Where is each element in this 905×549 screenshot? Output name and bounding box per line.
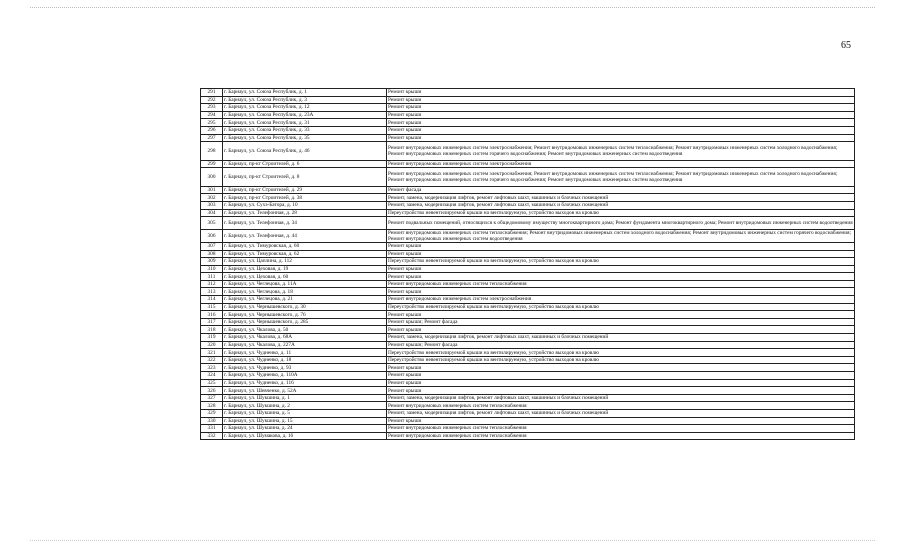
row-work: Ремонт крыши	[387, 265, 855, 273]
row-work: Ремонт крыши	[387, 89, 855, 97]
row-number: 319	[201, 334, 223, 342]
row-number: 308	[201, 250, 223, 258]
row-address: г. Барнаул, ул. Сухэ-Батора, д. 10	[223, 201, 387, 209]
row-number: 293	[201, 104, 223, 112]
row-number: 292	[201, 96, 223, 104]
row-address: г. Барнаул, ул. Чудненко, д. 110А	[223, 372, 387, 380]
row-work: Ремонт подвальных помещений, относящихся к общедомовому имуществу многоквартирного дома; Ремонт фундамента многоквартирного дома; Ремонт внутридомовых инженерных систем водоотведения	[387, 217, 855, 230]
table-row	[201, 250, 855, 258]
row-number: 327	[201, 394, 223, 402]
scan-edge-bottom	[30, 540, 875, 541]
row-address: г. Барнаул, ул. Чернышевского, д. 285	[223, 318, 387, 326]
row-work: Ремонт крыши	[387, 387, 855, 395]
row-number: 304	[201, 209, 223, 217]
table-row	[201, 296, 855, 304]
table-row	[201, 111, 855, 119]
table-row	[201, 186, 855, 194]
row-work: Ремонт внутридомовых инженерных систем электроснабжения; Ремонт внутридомовых инженерных систем теплоснабжения; Ремонт внутридомовых инженерных систем холодного водоснабжения; Ремонт внутридомовых инженерных систем горячего водоснабжения; Ремонт внутридомовых инженерных систем водоотведения	[387, 168, 855, 187]
row-work: Ремонт крыши	[387, 111, 855, 119]
row-work: Переустройство невентилируемой крыши на вентилируемую, устройство выходов на кровлю	[387, 356, 855, 364]
table-row	[201, 432, 855, 440]
row-address: г. Барнаул, ул. Чернышевского, д. 76	[223, 311, 387, 319]
table-row	[201, 142, 855, 161]
table-row	[201, 402, 855, 410]
table-row	[201, 168, 855, 187]
table-row	[201, 229, 855, 242]
row-address: г. Барнаул, ул. Тимуровская, д. 60	[223, 242, 387, 250]
row-work: Ремонт внутридомовых инженерных систем теплоснабжения	[387, 280, 855, 288]
row-number: 322	[201, 356, 223, 364]
table-row	[201, 394, 855, 402]
row-address: г. Барнаул, ул. Союза Республик, д. 31	[223, 119, 387, 127]
row-number: 294	[201, 111, 223, 119]
row-work: Ремонт внутридомовых инженерных систем теплоснабжения	[387, 402, 855, 410]
row-work: Ремонт крыши	[387, 379, 855, 387]
row-work: Ремонт крыши; Ремонт фасада	[387, 341, 855, 349]
table-row	[201, 265, 855, 273]
row-work: Ремонт крыши	[387, 311, 855, 319]
row-number: 298	[201, 142, 223, 161]
row-number: 325	[201, 379, 223, 387]
row-work: Ремонт крыши	[387, 134, 855, 142]
row-number: 291	[201, 89, 223, 97]
table-row	[201, 409, 855, 417]
row-address: г. Барнаул, пр-кт Строителей, д. 6	[223, 160, 387, 168]
row-number: 317	[201, 318, 223, 326]
row-work: Ремонт внутридомовых инженерных систем электроснабжения; Ремонт внутридомовых инженерных систем теплоснабжения; Ремонт внутридомовых инженерных систем холодного водоснабжения; Ремонт внутридомовых инженерных систем горячего водоснабжения; Ремонт внутридомовых инженерных систем водоотведения	[387, 142, 855, 161]
table-row	[201, 349, 855, 357]
row-number: 305	[201, 217, 223, 230]
table-row	[201, 201, 855, 209]
row-number: 297	[201, 134, 223, 142]
table-row	[201, 303, 855, 311]
row-address: г. Барнаул, ул. Чернышевского, д. 30	[223, 303, 387, 311]
table-row	[201, 160, 855, 168]
table-row	[201, 372, 855, 380]
row-work: Ремонт крыши	[387, 126, 855, 134]
row-address: г. Барнаул, ул. Цеховая, д. 19	[223, 265, 387, 273]
row-work: Ремонт, замена, модернизация лифтов, ремонт лифтовых шахт, машинных и блочных помещений	[387, 201, 855, 209]
row-address: г. Барнаул, пр-кт Строителей, д. 8	[223, 168, 387, 187]
row-address: г. Барнаул, ул. Шукшина, д. 2	[223, 402, 387, 410]
table-row	[201, 318, 855, 326]
row-number: 331	[201, 425, 223, 433]
table-row	[201, 126, 855, 134]
table-row	[201, 334, 855, 342]
table-row	[201, 258, 855, 266]
table-row	[201, 242, 855, 250]
table-row	[201, 326, 855, 334]
row-number: 318	[201, 326, 223, 334]
table-row	[201, 280, 855, 288]
row-number: 296	[201, 126, 223, 134]
row-address: г. Барнаул, ул. Чудненко, д. 116	[223, 379, 387, 387]
row-address: г. Барнаул, ул. Шукшина, д. 24	[223, 425, 387, 433]
row-work: Ремонт крыши	[387, 104, 855, 112]
table-row	[201, 425, 855, 433]
table-row	[201, 364, 855, 372]
row-address: г. Барнаул, ул. Телефонная, д. 28	[223, 209, 387, 217]
row-number: 312	[201, 280, 223, 288]
works-table	[200, 88, 855, 440]
row-number: 330	[201, 417, 223, 425]
row-address: г. Барнаул, ул. Чудненко, д. 93	[223, 364, 387, 372]
row-address: г. Барнаул, ул. Шукшина, д. 1	[223, 394, 387, 402]
table-row	[201, 119, 855, 127]
table-row	[201, 288, 855, 296]
row-address: г. Барнаул, ул. Цаплина, д. 112	[223, 258, 387, 266]
row-address: г. Барнаул, ул. Чкалова, д. 68А	[223, 334, 387, 342]
row-number: 323	[201, 364, 223, 372]
row-work: Ремонт крыши	[387, 242, 855, 250]
row-work: Ремонт крыши	[387, 96, 855, 104]
row-address: г. Барнаул, ул. Чудненко, д. 11	[223, 349, 387, 357]
table-body	[201, 89, 855, 440]
row-address: г. Барнаул, ул. Чкалова, д. 227А	[223, 341, 387, 349]
table-row	[201, 387, 855, 395]
row-number: 324	[201, 372, 223, 380]
row-work: Ремонт, замена, модернизация лифтов, ремонт лифтовых шахт, машинных и блочных помещений	[387, 409, 855, 417]
row-address: г. Барнаул, ул. Союза Республик, д. 35	[223, 134, 387, 142]
row-number: 313	[201, 288, 223, 296]
row-work: Переустройство невентилируемой крыши на вентилируемую, устройство выходов на кровлю	[387, 209, 855, 217]
scan-edge-top	[30, 7, 875, 8]
row-work: Ремонт внутридомовых инженерных систем теплоснабжения	[387, 425, 855, 433]
row-number: 310	[201, 265, 223, 273]
row-address: г. Барнаул, ул. Телефонная, д. 34	[223, 217, 387, 230]
row-address: г. Барнаул, ул. Шукшина, д. 15	[223, 417, 387, 425]
row-address: г. Барнаул, ул. Шевченко, д. 52А	[223, 387, 387, 395]
row-work: Переустройство невентилируемой крыши на вентилируемую, устройство выходов на кровлю	[387, 258, 855, 266]
table-row	[201, 417, 855, 425]
row-work: Ремонт крыши	[387, 273, 855, 281]
row-work: Ремонт крыши	[387, 250, 855, 258]
row-work: Ремонт, замена, модернизация лифтов, ремонт лифтовых шахт, машинных и блочных помещений	[387, 394, 855, 402]
row-number: 306	[201, 229, 223, 242]
row-work: Ремонт внутридомовых инженерных систем теплоснабжения	[387, 432, 855, 440]
row-address: г. Барнаул, ул. Союза Республик, д. 3	[223, 96, 387, 104]
row-address: г. Барнаул, ул. Шумакова, д. 16	[223, 432, 387, 440]
row-work: Ремонт, замена, модернизация лифтов, ремонт лифтовых шахт, машинных и блочных помещений	[387, 334, 855, 342]
row-address: г. Барнаул, ул. Чудненко, д. 18	[223, 356, 387, 364]
table-row	[201, 134, 855, 142]
row-work: Ремонт крыши	[387, 288, 855, 296]
table-row	[201, 341, 855, 349]
row-work: Ремонт фасада	[387, 186, 855, 194]
row-address: г. Барнаул, ул. Чеглецова, д. 21	[223, 296, 387, 304]
row-number: 303	[201, 201, 223, 209]
row-address: г. Барнаул, ул. Тимуровская, д. 62	[223, 250, 387, 258]
row-number: 326	[201, 387, 223, 395]
table-row	[201, 104, 855, 112]
row-address: г. Барнаул, ул. Шукшина, д. 5	[223, 409, 387, 417]
page-number: 65	[841, 40, 851, 51]
row-work: Ремонт внутридомовых инженерных систем теплоснабжения; Ремонт внутридомовых инженерных систем холодного водоснабжения; Ремонт внутридомовых инженерных систем горячего водоснабжения; Ремонт внутридомовых инженерных систем водоотведения	[387, 229, 855, 242]
row-address: г. Барнаул, ул. Союза Республик, д. 12	[223, 104, 387, 112]
table-row	[201, 356, 855, 364]
row-address: г. Барнаул, ул. Чеглецова, д. 18	[223, 288, 387, 296]
row-address: г. Барнаул, ул. Чеглецова, д. 11А	[223, 280, 387, 288]
row-address: г. Барнаул, пр-кт Строителей, д. 29	[223, 186, 387, 194]
row-number: 329	[201, 409, 223, 417]
row-number: 320	[201, 341, 223, 349]
row-work: Ремонт крыши	[387, 372, 855, 380]
table-row	[201, 379, 855, 387]
row-number: 300	[201, 168, 223, 187]
row-address: г. Барнаул, ул. Чкалова, д. 50	[223, 326, 387, 334]
row-work: Ремонт крыши; Ремонт фасада	[387, 318, 855, 326]
row-work: Ремонт, замена, модернизация лифтов, ремонт лифтовых шахт, машинных и блочных помещений	[387, 194, 855, 202]
row-number: 299	[201, 160, 223, 168]
row-address: г. Барнаул, ул. Цеховая, д. 60	[223, 273, 387, 281]
row-work: Ремонт внутридомовых инженерных систем электроснабжения	[387, 296, 855, 304]
row-work: Ремонт крыши	[387, 364, 855, 372]
row-address: г. Барнаул, ул. Союза Республик, д. 46	[223, 142, 387, 161]
row-number: 321	[201, 349, 223, 357]
row-number: 295	[201, 119, 223, 127]
table-row	[201, 89, 855, 97]
row-number: 301	[201, 186, 223, 194]
row-number: 314	[201, 296, 223, 304]
table-row	[201, 273, 855, 281]
table-row	[201, 96, 855, 104]
row-number: 332	[201, 432, 223, 440]
table-row	[201, 194, 855, 202]
row-number: 302	[201, 194, 223, 202]
table-row	[201, 217, 855, 230]
row-number: 315	[201, 303, 223, 311]
row-work: Ремонт крыши	[387, 119, 855, 127]
row-number: 307	[201, 242, 223, 250]
table-row	[201, 209, 855, 217]
table-row	[201, 311, 855, 319]
row-work: Переустройство невентилируемой крыши на вентилируемую, устройство выходов на кровлю	[387, 349, 855, 357]
row-address: г. Барнаул, ул. Телефонная, д. 44	[223, 229, 387, 242]
row-work: Ремонт внутридомовых инженерных систем электроснабжения	[387, 160, 855, 168]
row-address: г. Барнаул, ул. Союза Республик, д. 23А	[223, 111, 387, 119]
row-number: 316	[201, 311, 223, 319]
row-work: Ремонт крыши	[387, 326, 855, 334]
row-number: 311	[201, 273, 223, 281]
row-address: г. Барнаул, ул. Союза Республик, д. 33	[223, 126, 387, 134]
row-work: Ремонт крыши	[387, 417, 855, 425]
row-number: 309	[201, 258, 223, 266]
row-number: 328	[201, 402, 223, 410]
row-address: г. Барнаул, пр-кт Строителей, д. 38	[223, 194, 387, 202]
row-address: г. Барнаул, ул. Союза Республик, д. 1	[223, 89, 387, 97]
row-work: Переустройство невентилируемой крыши на вентилируемую, устройство выходов на кровлю	[387, 303, 855, 311]
